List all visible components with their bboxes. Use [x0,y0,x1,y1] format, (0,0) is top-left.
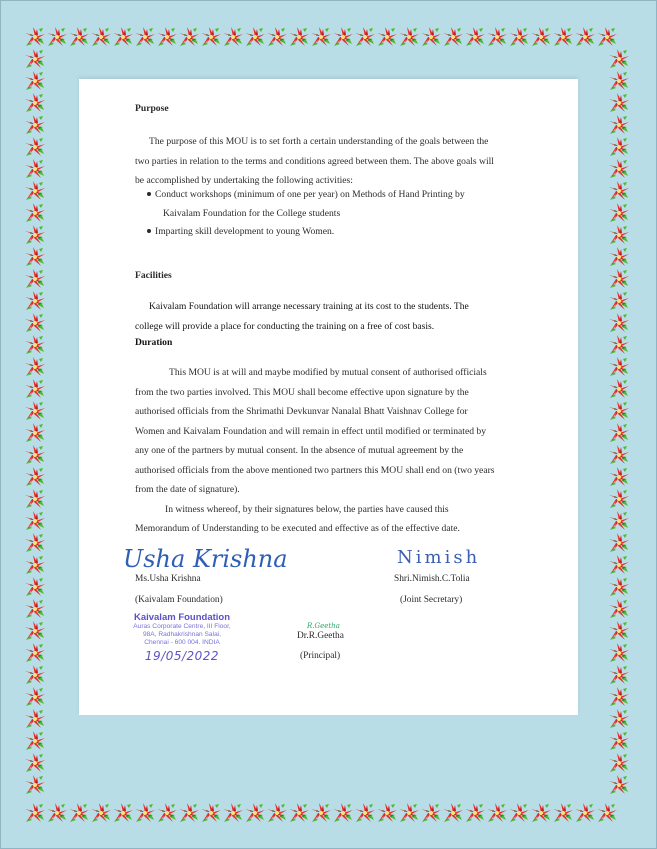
purpose-line: two parties in relation to the terms and conditions agreed between them. The above goals will [135,155,494,167]
poinsettia-flower-icon [608,642,630,664]
witness-line: In witness whereof, by their signatures below, the parties have caused this [165,503,449,515]
heading-purpose: Purpose [135,103,169,114]
poinsettia-flower-icon [310,802,332,824]
signatory-org-left: (Kaivalam Foundation) [135,595,223,605]
poinsettia-flower-icon [24,378,46,400]
poinsettia-flower-icon [608,598,630,620]
duration-line: from the two parties involved. This MOU shall become effective upon signature by the [135,386,469,398]
poinsettia-flower-icon [608,422,630,444]
poinsettia-flower-icon [24,488,46,510]
poinsettia-flower-icon [608,224,630,246]
poinsettia-flower-icon [608,202,630,224]
poinsettia-flower-icon [398,26,420,48]
poinsettia-flower-icon [24,752,46,774]
poinsettia-flower-icon [68,802,90,824]
poinsettia-flower-icon [24,158,46,180]
stamp-address-line: 98A, Radhakrishnan Salai, [142,631,222,638]
document-page [79,79,578,715]
poinsettia-flower-icon [24,510,46,532]
duration-line: any one of the partners by mutual consent. In the absence of mutual agreement by the [135,445,464,456]
poinsettia-flower-icon [244,26,266,48]
poinsettia-flower-icon [222,802,244,824]
poinsettia-flower-icon [608,488,630,510]
duration-line: authorised officials from the Shrimathi Devkunvar Nanalal Bhatt Vaishnav College for [135,406,468,417]
bullet-text: Imparting skill development to young Women. [155,226,335,237]
poinsettia-flower-icon [288,802,310,824]
signature-geetha: R.Geetha [307,622,340,630]
poinsettia-flower-icon [24,422,46,444]
poinsettia-flower-icon [24,246,46,268]
poinsettia-flower-icon [46,802,68,824]
poinsettia-flower-icon [530,802,552,824]
poinsettia-flower-icon [608,48,630,70]
poinsettia-flower-icon [552,802,574,824]
signatory-role-center: (Principal) [300,651,341,661]
stamp-address-line: Auras Corporate Centre, III Floor, [133,623,231,630]
poinsettia-flower-icon [24,400,46,422]
poinsettia-flower-icon [112,26,134,48]
poinsettia-flower-icon [442,26,464,48]
poinsettia-flower-icon [608,752,630,774]
poinsettia-flower-icon [608,466,630,488]
stamp-address-line: Chennai - 600 004. INDIA [144,639,220,646]
poinsettia-flower-icon [608,576,630,598]
duration-paragraph [135,363,505,539]
flower-border-left [24,48,46,796]
poinsettia-flower-icon [508,802,530,824]
poinsettia-flower-icon [608,334,630,356]
poinsettia-flower-icon [486,802,508,824]
poinsettia-flower-icon [608,246,630,268]
purpose-paragraph [135,132,505,191]
poinsettia-flower-icon [608,378,630,400]
poinsettia-flower-icon [376,802,398,824]
poinsettia-flower-icon [608,620,630,642]
poinsettia-flower-icon [442,802,464,824]
heading-duration: Duration [135,337,173,348]
poinsettia-flower-icon [24,202,46,224]
poinsettia-flower-icon [24,774,46,796]
duration-line: This MOU is at will and maybe modified by mutual consent of authorised officials [169,367,487,378]
poinsettia-flower-icon [24,730,46,752]
poinsettia-flower-icon [596,802,618,824]
poinsettia-flower-icon [608,136,630,158]
poinsettia-flower-icon [608,664,630,686]
poinsettia-flower-icon [486,26,508,48]
bullet-item [147,185,465,205]
signatory-name-right: Shri.Nimish.C.Tolia [394,574,470,584]
poinsettia-flower-icon [134,802,156,824]
poinsettia-flower-icon [608,70,630,92]
flower-border-right [608,48,630,796]
poinsettia-flower-icon [608,510,630,532]
poinsettia-flower-icon [608,730,630,752]
poinsettia-flower-icon [200,26,222,48]
poinsettia-flower-icon [288,26,310,48]
poinsettia-flower-icon [608,774,630,796]
poinsettia-flower-icon [608,158,630,180]
poinsettia-flower-icon [24,576,46,598]
poinsettia-flower-icon [244,802,266,824]
poinsettia-flower-icon [178,802,200,824]
poinsettia-flower-icon [222,26,244,48]
poinsettia-flower-icon [508,26,530,48]
poinsettia-flower-icon [608,532,630,554]
poinsettia-flower-icon [200,802,222,824]
poinsettia-flower-icon [464,26,486,48]
poinsettia-flower-icon [608,686,630,708]
duration-line: authorised officials from the above mentioned two partners this MOU shall end on (two years [135,464,495,476]
poinsettia-flower-icon [608,400,630,422]
poinsettia-flower-icon [266,802,288,824]
poinsettia-flower-icon [24,268,46,290]
poinsettia-flower-icon [178,26,200,48]
poinsettia-flower-icon [608,92,630,114]
poinsettia-flower-icon [24,466,46,488]
poinsettia-flower-icon [332,26,354,48]
signatory-name-center: Dr.R.Geetha [297,631,344,641]
poinsettia-flower-icon [24,532,46,554]
poinsettia-flower-icon [398,802,420,824]
bullet-continuation: Kaivalam Foundation for the College students [163,208,341,219]
flower-border-bottom [24,802,618,824]
poinsettia-flower-icon [596,26,618,48]
stamp-name: Kaivalam Foundation [133,612,231,623]
poinsettia-flower-icon [574,26,596,48]
poinsettia-flower-icon [112,802,134,824]
poinsettia-flower-icon [134,26,156,48]
bullet-text: Conduct workshops (minimum of one per year) on Methods of Hand Printing by [155,189,465,200]
poinsettia-flower-icon [156,802,178,824]
foundation-stamp [117,612,247,663]
poinsettia-flower-icon [376,26,398,48]
bullet-item [147,222,334,242]
signatory-name-left: Ms.Usha Krishna [135,574,201,584]
poinsettia-flower-icon [608,554,630,576]
heading-facilities: Facilities [135,270,172,281]
poinsettia-flower-icon [420,26,442,48]
stamp-date: 19/05/2022 [144,649,220,663]
poinsettia-flower-icon [24,356,46,378]
poinsettia-flower-icon [24,136,46,158]
facilities-paragraph [135,297,505,336]
poinsettia-flower-icon [24,92,46,114]
purpose-line: The purpose of this MOU is to set forth a certain understanding of the goals between the [149,136,489,147]
poinsettia-flower-icon [68,26,90,48]
poinsettia-flower-icon [354,802,376,824]
bullet-icon [147,229,151,233]
witness-line: Memorandum of Understanding to be executed and effective as of the effective date. [135,523,460,534]
poinsettia-flower-icon [464,802,486,824]
poinsettia-flower-icon [24,180,46,202]
poinsettia-flower-icon [46,26,68,48]
poinsettia-flower-icon [24,334,46,356]
poinsettia-flower-icon [24,620,46,642]
facilities-line: college will provide a place for conducting the training on a free of cost basis. [135,320,435,332]
poinsettia-flower-icon [530,26,552,48]
poinsettia-flower-icon [310,26,332,48]
poinsettia-flower-icon [24,802,46,824]
poinsettia-flower-icon [332,802,354,824]
poinsettia-flower-icon [608,708,630,730]
poinsettia-flower-icon [266,26,288,48]
poinsettia-flower-icon [24,312,46,334]
poinsettia-flower-icon [608,268,630,290]
poinsettia-flower-icon [90,802,112,824]
poinsettia-flower-icon [420,802,442,824]
poinsettia-flower-icon [574,802,596,824]
poinsettia-flower-icon [24,686,46,708]
poinsettia-flower-icon [90,26,112,48]
poinsettia-flower-icon [608,180,630,202]
poinsettia-flower-icon [24,554,46,576]
facilities-line: Kaivalam Foundation will arrange necessary training at its cost to the students. The [149,301,469,312]
poinsettia-flower-icon [24,26,46,48]
purpose-line: be accomplished by undertaking the following activities: [135,175,353,186]
poinsettia-flower-icon [24,444,46,466]
poinsettia-flower-icon [24,290,46,312]
poinsettia-flower-icon [24,224,46,246]
poinsettia-flower-icon [24,708,46,730]
poinsettia-flower-icon [24,70,46,92]
poinsettia-flower-icon [24,598,46,620]
signature-nimish: Nimish [397,547,481,568]
poinsettia-flower-icon [24,114,46,136]
duration-line: from the date of signature). [135,484,240,495]
poinsettia-flower-icon [24,642,46,664]
poinsettia-flower-icon [608,312,630,334]
poinsettia-flower-icon [354,26,376,48]
poinsettia-flower-icon [24,48,46,70]
signatory-role-right: (Joint Secretary) [400,595,463,605]
flower-border-top [24,26,618,48]
poinsettia-flower-icon [156,26,178,48]
poinsettia-flower-icon [608,290,630,312]
poinsettia-flower-icon [608,444,630,466]
duration-line: Women and Kaivalam Foundation and will remain in effect until modified or terminated by [135,425,486,437]
poinsettia-flower-icon [608,356,630,378]
poinsettia-flower-icon [608,114,630,136]
signature-usha-krishna: Usha Krishna [123,545,288,573]
bullet-icon [147,192,151,196]
poinsettia-flower-icon [552,26,574,48]
poinsettia-flower-icon [24,664,46,686]
